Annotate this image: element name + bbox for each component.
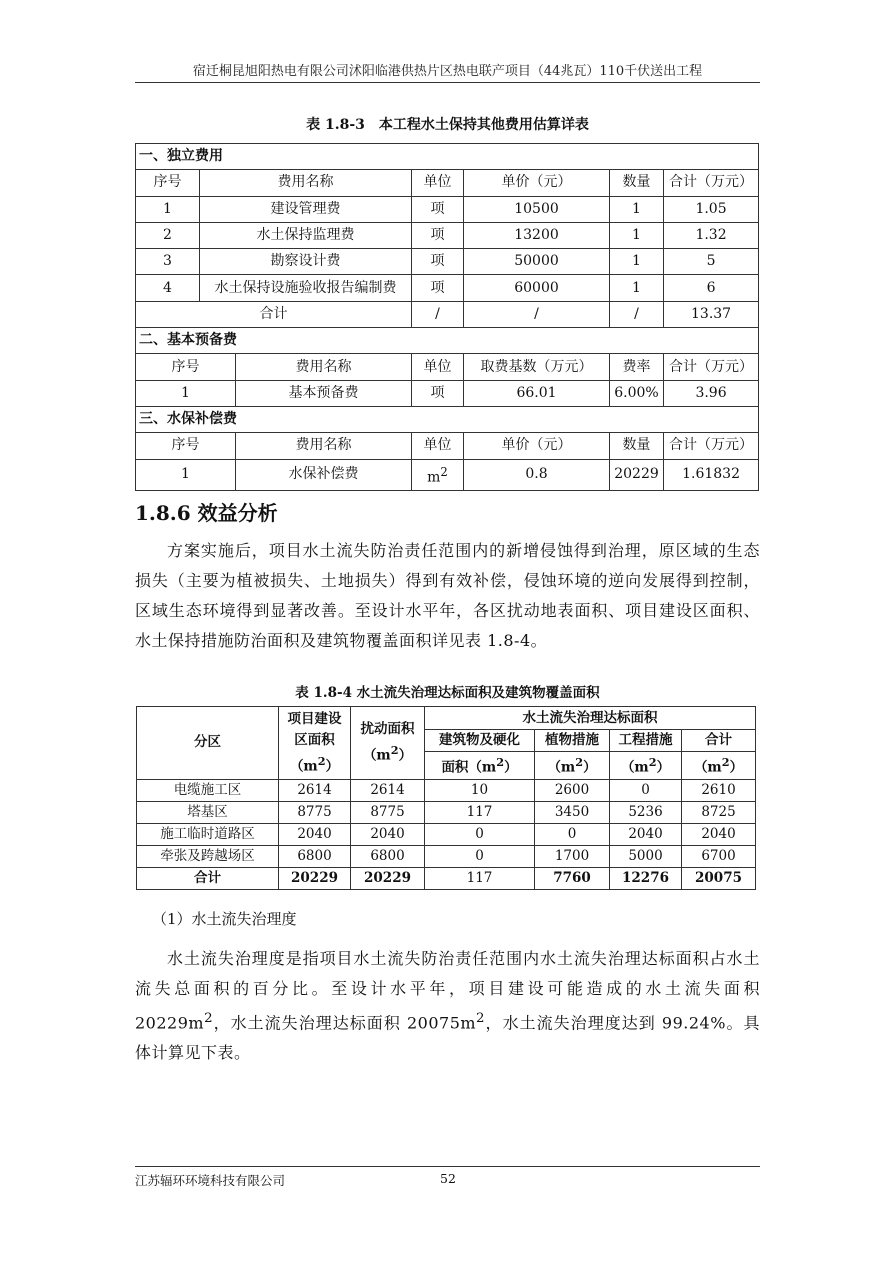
table-cell: 2610	[682, 779, 756, 801]
area-row	[137, 801, 756, 823]
header-cell: 费用名称	[236, 433, 412, 459]
page-header: 宿迁桐昆旭阳热电有限公司沭阳临港供热片区热电联产项目（44兆瓦）110千伏送出工程	[192, 64, 703, 79]
table-cell: 2614	[279, 779, 351, 801]
table-row	[136, 459, 759, 491]
header-cell: 数量	[610, 433, 664, 459]
table-cell: 1.05	[664, 196, 759, 222]
header-engineering: 工程措施	[610, 730, 682, 752]
table-cell: /	[610, 301, 664, 327]
table-cell: 5236	[610, 801, 682, 823]
table-cell: 8775	[279, 801, 351, 823]
table-cell: 0	[425, 823, 535, 845]
area-row	[137, 845, 756, 867]
header-disturb-area: 扰动面积 $(m^2)$	[351, 707, 425, 780]
table-cell: 8725	[682, 801, 756, 823]
table-cell: 1	[610, 275, 664, 301]
section-heading: 1.8.6 效益分析	[135, 501, 278, 525]
table-cell: 7760	[535, 867, 610, 889]
header-building-area: 建筑物及硬化	[425, 730, 535, 752]
header-cell: 序号	[136, 433, 236, 459]
header-control-area: 水土流失治理达标面积	[425, 707, 756, 730]
header-zone: 分区	[137, 707, 279, 780]
header-cell: 合计（万元）	[664, 170, 759, 196]
table-cell: 2040	[279, 823, 351, 845]
cost-estimate-table	[135, 143, 759, 491]
table-row	[136, 196, 759, 222]
header-cell: 单价（元）	[464, 433, 610, 459]
table-cell: 1700	[535, 845, 610, 867]
control-rate-paragraph: 水土流失治理度是指项目水土流失防治责任范围内水土流失治理达标面积占水土流失总面积的百分比。至设计水平年，项目建设可能造成的水土流失面积 $20229m^2$，水土流失治理达标面积 $20075m^2$，水土流失治理度达到 99.24%。具体计算见下表。	[135, 949, 760, 1063]
table-cell: 5000	[610, 845, 682, 867]
table1-caption: 表 1.8-3 本工程水土保持其他费用估算详表	[306, 117, 589, 133]
table-cell: 6.00%	[610, 380, 664, 406]
table-cell: 13200	[464, 222, 610, 248]
table-cell: 117	[425, 867, 535, 889]
footer-company: 江苏辐环环境科技有限公司	[135, 1173, 286, 1188]
header-cell: 单位	[412, 170, 464, 196]
table-cell: 项	[412, 196, 464, 222]
benefit-paragraph: 方案实施后，项目水土流失防治责任范围内的新增侵蚀得到治理，原区域的生态损失（主要为植被损失、土地损失）得到有效补偿，侵蚀环境的逆向发展得到控制，区域生态环境得到显著改善。至设计水平年，各区扰动地表面积、项目建设区面积、水土保持措施防治面积及建筑物覆盖面积详见表 1.8-4。	[135, 541, 760, 650]
table-cell: 20229	[279, 867, 351, 889]
header-cell: 费用名称	[200, 170, 412, 196]
table-cell: 8775	[351, 801, 425, 823]
table-header-row	[136, 433, 759, 459]
header-cell: 费率	[610, 354, 664, 380]
table-cell: 水保补偿费	[236, 459, 412, 491]
table-cell: 12276	[610, 867, 682, 889]
table-cell: 3	[136, 249, 200, 275]
header-cell: 合计（万元）	[664, 354, 759, 380]
table-cell: 6700	[682, 845, 756, 867]
table-cell: 1	[136, 196, 200, 222]
section-title: 二、基本预备费	[136, 328, 759, 354]
table-row	[136, 222, 759, 248]
section-title-row	[136, 406, 759, 432]
header-rule	[135, 82, 760, 83]
table-cell: 基本预备费	[236, 380, 412, 406]
table-cell: 电缆施工区	[137, 779, 279, 801]
header-engineering-unit: $(m^2)$	[610, 752, 682, 780]
table-cell: 1	[610, 249, 664, 275]
table-cell: 2040	[610, 823, 682, 845]
table-cell: 施工临时道路区	[137, 823, 279, 845]
section-title: 一、独立费用	[136, 144, 759, 170]
table-cell: 6800	[279, 845, 351, 867]
table-cell: 0	[610, 779, 682, 801]
table-cell: 3.96	[664, 380, 759, 406]
table-cell: 20229	[351, 867, 425, 889]
table-cell: 塔基区	[137, 801, 279, 823]
table-cell: 项	[412, 275, 464, 301]
table-cell: 66.01	[464, 380, 610, 406]
area-table	[136, 706, 756, 890]
header-plant-unit: $(m^2)$	[535, 752, 610, 780]
table-cell: 2040	[351, 823, 425, 845]
subheading: （1）水土流失治理度	[152, 910, 297, 928]
table-cell: 1	[610, 196, 664, 222]
area-row	[137, 779, 756, 801]
table-row	[136, 275, 759, 301]
header-cell: 数量	[610, 170, 664, 196]
table-cell: $m^2$	[412, 459, 464, 491]
section-title-row	[136, 328, 759, 354]
table-total-row	[136, 301, 759, 327]
area-row	[137, 823, 756, 845]
header-cell: 序号	[136, 170, 200, 196]
table-cell: 1.32	[664, 222, 759, 248]
header-sum: 合计	[682, 730, 756, 752]
header-cell: 合计（万元）	[664, 433, 759, 459]
table-cell: 2600	[535, 779, 610, 801]
table-cell: 6800	[351, 845, 425, 867]
table-cell: 水土保持监理费	[200, 222, 412, 248]
table-cell: 0	[535, 823, 610, 845]
table-cell: /	[464, 301, 610, 327]
header-project-area: 项目建设 区面积 $(m^2)$	[279, 707, 351, 780]
table-cell: 0.8	[464, 459, 610, 491]
section-title: 三、水保补偿费	[136, 406, 759, 432]
header-cell: 单价（元）	[464, 170, 610, 196]
table-row	[136, 380, 759, 406]
table-cell: 117	[425, 801, 535, 823]
table-cell: 项	[412, 380, 464, 406]
table-cell: 13.37	[664, 301, 759, 327]
total-label: 合计	[136, 301, 412, 327]
table-cell: 1	[136, 459, 236, 491]
table-cell: 2	[136, 222, 200, 248]
table-cell: 60000	[464, 275, 610, 301]
table-cell: 勘察设计费	[200, 249, 412, 275]
header-building-unit: 面积$(m^2)$	[425, 752, 535, 780]
table-header-row	[136, 354, 759, 380]
table2-caption: 表 1.8-4 水土流失治理达标面积及建筑物覆盖面积	[295, 685, 600, 701]
table-cell: 20229	[610, 459, 664, 491]
table-cell: 20075	[682, 867, 756, 889]
header-cell: 单位	[412, 433, 464, 459]
header-cell: 单位	[412, 354, 464, 380]
table-cell: 建设管理费	[200, 196, 412, 222]
table-cell: 水土保持设施验收报告编制费	[200, 275, 412, 301]
area-header-row-1	[137, 707, 756, 730]
table-cell: /	[412, 301, 464, 327]
header-cell: 取费基数（万元）	[464, 354, 610, 380]
table-cell: 1	[610, 222, 664, 248]
table-cell: 50000	[464, 249, 610, 275]
table-cell: 牵张及跨越场区	[137, 845, 279, 867]
table-cell: 0	[425, 845, 535, 867]
table-cell: 10500	[464, 196, 610, 222]
table-cell: 1.61832	[664, 459, 759, 491]
table-cell: 2040	[682, 823, 756, 845]
table-cell: 合计	[137, 867, 279, 889]
table-cell: 2614	[351, 779, 425, 801]
table-cell: 1	[136, 380, 236, 406]
header-sum-unit: $(m^2)$	[682, 752, 756, 780]
table-cell: 5	[664, 249, 759, 275]
area-total-row	[137, 867, 756, 889]
table-cell: 10	[425, 779, 535, 801]
table-cell: 6	[664, 275, 759, 301]
header-cell: 序号	[136, 354, 236, 380]
table-cell: 项	[412, 249, 464, 275]
header-plant: 植物措施	[535, 730, 610, 752]
page-number: 52	[440, 1171, 456, 1186]
table-cell: 项	[412, 222, 464, 248]
table-cell: 4	[136, 275, 200, 301]
section-title-row	[136, 144, 759, 170]
header-cell: 费用名称	[236, 354, 412, 380]
table-row	[136, 249, 759, 275]
footer-rule	[135, 1166, 760, 1167]
table-cell: 3450	[535, 801, 610, 823]
table-header-row	[136, 170, 759, 196]
